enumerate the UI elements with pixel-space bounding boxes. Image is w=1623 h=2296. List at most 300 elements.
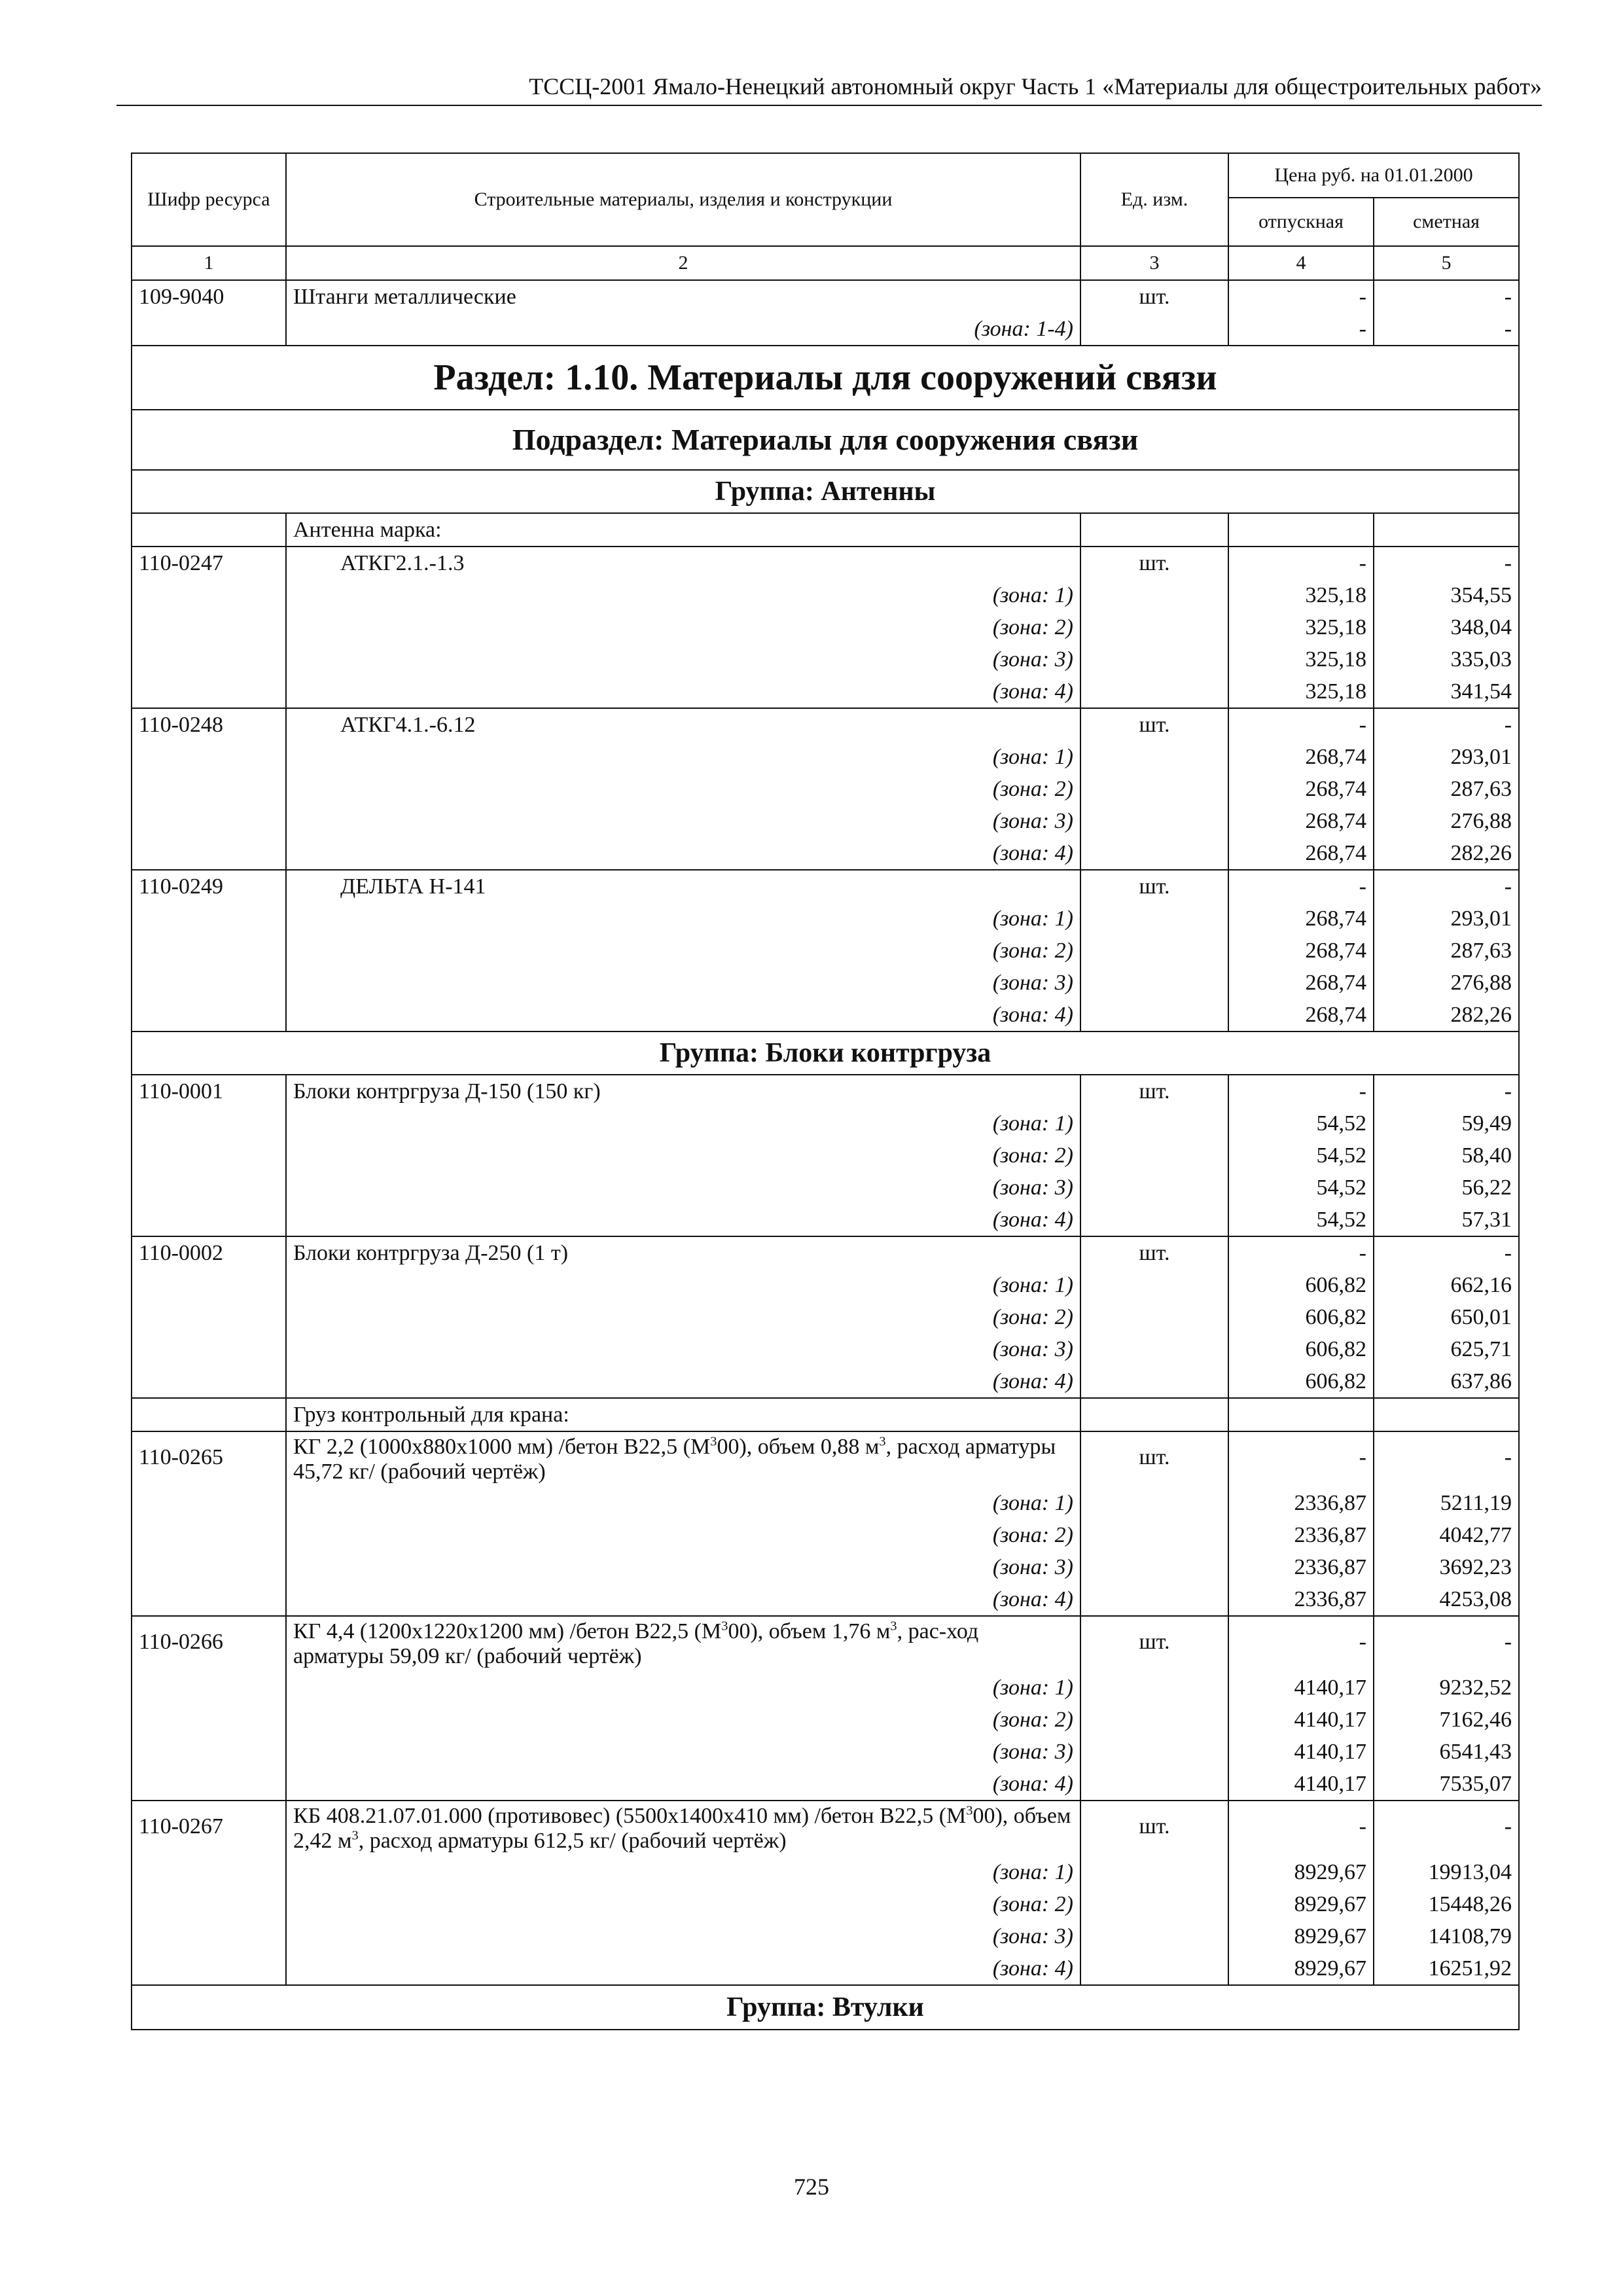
zone-row: [132, 1583, 1519, 1616]
item-wholesale-price: -: [1228, 870, 1374, 903]
superscript: 3: [966, 1803, 973, 1818]
item-name-part: КГ 4,4 (1200х1220х1200 мм) /бетон В22,5 (М: [293, 1619, 722, 1643]
empty-cell: [1080, 1888, 1228, 1920]
zone-wholesale-price: 4140,17: [1228, 1704, 1374, 1736]
zone-estimate-price: 282,26: [1374, 837, 1519, 870]
zone-estimate-price: 58,40: [1374, 1139, 1519, 1172]
empty-cell: [1080, 1551, 1228, 1583]
empty-cell: [132, 999, 286, 1031]
item-unit: шт.: [1080, 1801, 1228, 1856]
zone-wholesale-price: 325,18: [1228, 579, 1374, 611]
empty-cell: [132, 1856, 286, 1888]
zone-estimate-price: 59,49: [1374, 1107, 1519, 1139]
item-name-part: , расход арматуры 612,5 кг/ (рабочий чертёж): [358, 1829, 787, 1853]
item-name: АТКГ4.1.-6.12: [286, 708, 1080, 741]
empty-cell: [1080, 1204, 1228, 1236]
item-name: Блоки контргруза Д-250 (1 т): [286, 1236, 1080, 1269]
empty-cell: [1080, 1856, 1228, 1888]
zone-estimate-price: 19913,04: [1374, 1856, 1519, 1888]
item-unit: шт.: [1080, 1075, 1228, 1107]
zone-label: (зона: 3): [286, 643, 1080, 675]
item-row: [132, 1431, 1519, 1487]
zone-row: [132, 1888, 1519, 1920]
zone-label: (зона: 4): [286, 675, 1080, 708]
zone-row: [132, 1301, 1519, 1333]
zone-label: (зона: 2): [286, 1704, 1080, 1736]
zone-label: (зона: 3): [286, 1551, 1080, 1583]
empty-cell: [132, 1398, 286, 1431]
zone-label: (зона: 3): [286, 967, 1080, 999]
column-number: 1: [132, 246, 286, 280]
empty-cell: [132, 1172, 286, 1204]
empty-cell: [132, 611, 286, 643]
item-name-part: 00), объем 2,42 м: [293, 1804, 1071, 1853]
item-name: [286, 1616, 1080, 1672]
item-name-part: КГ 2,2 (1000х880х1000 мм) /бетон В22,5 (М: [293, 1435, 711, 1459]
zone-wholesale-price: 268,74: [1228, 773, 1374, 805]
group-heading-title: Группа: Блоки контргруза: [132, 1031, 1519, 1075]
empty-cell: [1080, 643, 1228, 675]
superscript: 3: [710, 1434, 717, 1449]
item-wholesale-price: -: [1228, 1431, 1374, 1487]
zone-row: [132, 675, 1519, 708]
zone-row: [132, 1672, 1519, 1704]
zone-label: (зона: 4): [286, 1204, 1080, 1236]
zone-wholesale-price: 54,52: [1228, 1204, 1374, 1236]
zone-wholesale-price: 325,18: [1228, 675, 1374, 708]
empty-cell: [1080, 1952, 1228, 1985]
item-unit: шт.: [1080, 280, 1228, 313]
item-name-part: , расход арматуры 45,72 кг/ (рабочий чертёж): [293, 1435, 1056, 1484]
empty-cell: [1080, 1107, 1228, 1139]
zone-wholesale-price: 2336,87: [1228, 1583, 1374, 1616]
zone-wholesale-price: 606,82: [1228, 1333, 1374, 1365]
zone-estimate-price: 637,86: [1374, 1365, 1519, 1398]
empty-cell: [132, 643, 286, 675]
zone-estimate-price: 7162,46: [1374, 1704, 1519, 1736]
item-unit: шт.: [1080, 870, 1228, 903]
item-name: ДЕЛЬТА Н-141: [286, 870, 1080, 903]
item-row: [132, 1236, 1519, 1269]
item-unit: шт.: [1080, 1431, 1228, 1487]
empty-cell: [1080, 611, 1228, 643]
empty-cell: [132, 1333, 286, 1365]
empty-cell: [1228, 513, 1374, 547]
group-note: Антенна марка:: [286, 513, 1080, 547]
empty-cell: [132, 773, 286, 805]
empty-cell: [1080, 805, 1228, 837]
empty-cell: [132, 675, 286, 708]
running-header: ТССЦ-2001 Ямало-Ненецкий автономный округ Часть 1 «Материалы для общестроительных работ»: [529, 73, 1542, 99]
empty-cell: [132, 579, 286, 611]
table-header: [132, 153, 1519, 280]
empty-cell: [1080, 837, 1228, 870]
zone-wholesale-price: 268,74: [1228, 837, 1374, 870]
empty-cell: [1080, 999, 1228, 1031]
group-note-row: [132, 513, 1519, 547]
group-heading: [132, 1031, 1519, 1075]
header-price-group: Цена руб. на 01.01.2000: [1228, 153, 1519, 198]
zone-estimate-price: 56,22: [1374, 1172, 1519, 1204]
empty-cell: [132, 1301, 286, 1333]
item-code: 110-0249: [132, 870, 286, 903]
zone-wholesale-price: 268,74: [1228, 903, 1374, 935]
zone-wholesale-price: 4140,17: [1228, 1672, 1374, 1704]
item-row: [132, 1801, 1519, 1856]
column-number: 5: [1374, 246, 1519, 280]
subsection-heading: [132, 410, 1519, 470]
zone-wholesale-price: 2336,87: [1228, 1519, 1374, 1551]
zone-row: [132, 1333, 1519, 1365]
zone-row: [132, 1768, 1519, 1801]
zone-label: (зона: 3): [286, 1920, 1080, 1952]
zone-estimate-price: 9232,52: [1374, 1672, 1519, 1704]
zone-wholesale-price: 606,82: [1228, 1269, 1374, 1301]
item-name: [286, 1431, 1080, 1487]
item-row: [132, 870, 1519, 903]
empty-cell: [132, 1107, 286, 1139]
zone-label: (зона: 3): [286, 1172, 1080, 1204]
group-heading-title: Группа: Антенны: [132, 470, 1519, 513]
zone-wholesale-price: 4140,17: [1228, 1768, 1374, 1801]
item-row: [132, 708, 1519, 741]
header-unit: Ед. изм.: [1080, 153, 1228, 246]
empty-cell: [1080, 1736, 1228, 1768]
zone-estimate-price: 4042,77: [1374, 1519, 1519, 1551]
zone-label: (зона: 1): [286, 1269, 1080, 1301]
superscript: 3: [890, 1619, 897, 1634]
table-body: [132, 280, 1519, 2030]
empty-cell: [132, 1888, 286, 1920]
zone-row: [132, 805, 1519, 837]
item-row: [132, 1616, 1519, 1672]
zone-row: [132, 1519, 1519, 1551]
item-unit: шт.: [1080, 1616, 1228, 1672]
empty-cell: [132, 837, 286, 870]
item-unit: шт.: [1080, 547, 1228, 579]
zone-label: (зона: 2): [286, 611, 1080, 643]
group-heading: [132, 1985, 1519, 2030]
column-number: 4: [1228, 246, 1374, 280]
zone-estimate-price: 7535,07: [1374, 1768, 1519, 1801]
zone-row: [132, 1487, 1519, 1519]
zone-label: (зона: 1): [286, 579, 1080, 611]
empty-cell: [132, 1269, 286, 1301]
zone-row: [132, 1551, 1519, 1583]
empty-cell: [132, 1139, 286, 1172]
zone-wholesale-price: 2336,87: [1228, 1487, 1374, 1519]
group-heading-title: Группа: Втулки: [132, 1985, 1519, 2030]
empty-cell: [1080, 1768, 1228, 1801]
empty-cell: [1080, 1365, 1228, 1398]
item-estimate-price: -: [1374, 1616, 1519, 1672]
empty-cell: [132, 1551, 286, 1583]
empty-cell: [132, 1920, 286, 1952]
empty-cell: [1080, 773, 1228, 805]
zone-row: [132, 1856, 1519, 1888]
zone-row: [132, 611, 1519, 643]
item-wholesale-price: -: [1228, 1075, 1374, 1107]
zone-label: (зона: 4): [286, 837, 1080, 870]
zone-wholesale-price: 2336,87: [1228, 1551, 1374, 1583]
zone-label: (зона: 2): [286, 1301, 1080, 1333]
zone-wholesale-price: 606,82: [1228, 1301, 1374, 1333]
zone-row: [132, 903, 1519, 935]
zone-estimate-price: 4253,08: [1374, 1583, 1519, 1616]
group-note-row: [132, 1398, 1519, 1431]
zone-estimate-price: -: [1374, 313, 1519, 346]
zone-label: (зона: 1-4): [286, 313, 1080, 346]
group-note: Груз контрольный для крана:: [286, 1398, 1080, 1431]
empty-cell: [1080, 1139, 1228, 1172]
header-name: Строительные материалы, изделия и конструкции: [286, 153, 1080, 246]
zone-label: (зона: 1): [286, 741, 1080, 773]
zone-label: (зона: 2): [286, 935, 1080, 967]
zone-row: [132, 999, 1519, 1031]
empty-cell: [132, 935, 286, 967]
empty-cell: [1080, 1269, 1228, 1301]
zone-row: [132, 1736, 1519, 1768]
item-name: Блоки контргруза Д-150 (150 кг): [286, 1075, 1080, 1107]
zone-wholesale-price: 4140,17: [1228, 1736, 1374, 1768]
empty-cell: [1080, 1704, 1228, 1736]
empty-cell: [1080, 1672, 1228, 1704]
zone-estimate-price: 276,88: [1374, 805, 1519, 837]
zone-wholesale-price: -: [1228, 313, 1374, 346]
header-wholesale: отпускная: [1228, 198, 1374, 246]
group-heading: [132, 470, 1519, 513]
zone-estimate-price: 14108,79: [1374, 1920, 1519, 1952]
zone-wholesale-price: 325,18: [1228, 611, 1374, 643]
item-code: 109-9040: [132, 280, 286, 313]
superscript: 3: [721, 1619, 728, 1634]
item-row: [132, 547, 1519, 579]
item-name: АТКГ2.1.-1.3: [286, 547, 1080, 579]
zone-label: (зона: 4): [286, 999, 1080, 1031]
superscript: 3: [351, 1828, 359, 1843]
zone-label: (зона: 4): [286, 1952, 1080, 1985]
empty-cell: [132, 513, 286, 547]
empty-cell: [1374, 1398, 1519, 1431]
empty-cell: [1080, 903, 1228, 935]
item-unit: шт.: [1080, 708, 1228, 741]
zone-wholesale-price: 268,74: [1228, 935, 1374, 967]
empty-cell: [132, 1583, 286, 1616]
zone-label: (зона: 1): [286, 1487, 1080, 1519]
item-name-part: , рас-ход арматуры 59,09 кг/ (рабочий чертёж): [293, 1619, 979, 1668]
zone-row: [132, 741, 1519, 773]
zone-row: [132, 643, 1519, 675]
item-code: 110-0002: [132, 1236, 286, 1269]
zone-row: [132, 935, 1519, 967]
item-row: [132, 280, 1519, 313]
item-estimate-price: -: [1374, 870, 1519, 903]
column-number: 2: [286, 246, 1080, 280]
zone-wholesale-price: 54,52: [1228, 1172, 1374, 1204]
item-estimate-price: -: [1374, 1075, 1519, 1107]
item-estimate-price: -: [1374, 1801, 1519, 1856]
zone-estimate-price: 276,88: [1374, 967, 1519, 999]
zone-label: (зона: 2): [286, 1139, 1080, 1172]
zone-wholesale-price: 325,18: [1228, 643, 1374, 675]
zone-estimate-price: 293,01: [1374, 903, 1519, 935]
section-heading: [132, 346, 1519, 410]
zone-label: (зона: 4): [286, 1583, 1080, 1616]
zone-label: (зона: 4): [286, 1768, 1080, 1801]
item-name-part: 00), объем 1,76 м: [728, 1619, 891, 1643]
zone-wholesale-price: 8929,67: [1228, 1856, 1374, 1888]
empty-cell: [1228, 1398, 1374, 1431]
zone-estimate-price: 282,26: [1374, 999, 1519, 1031]
empty-cell: [1080, 935, 1228, 967]
zone-row: [132, 1365, 1519, 1398]
item-wholesale-price: -: [1228, 1801, 1374, 1856]
item-wholesale-price: -: [1228, 1616, 1374, 1672]
column-numbers-row: [132, 246, 1519, 280]
zone-row: [132, 1204, 1519, 1236]
zone-wholesale-price: 54,52: [1228, 1139, 1374, 1172]
zone-label: (зона: 3): [286, 1736, 1080, 1768]
zone-row: [132, 1107, 1519, 1139]
item-name-part: КБ 408.21.07.01.000 (противовес) (5500х1400х410 мм) /бетон В22,5 (М: [293, 1804, 967, 1828]
zone-estimate-price: 15448,26: [1374, 1888, 1519, 1920]
zone-estimate-price: 354,55: [1374, 579, 1519, 611]
item-name: [286, 1801, 1080, 1856]
item-wholesale-price: -: [1228, 708, 1374, 741]
item-name-part: 00), объем 0,88 м: [717, 1435, 880, 1459]
zone-label: (зона: 3): [286, 1333, 1080, 1365]
item-estimate-price: -: [1374, 280, 1519, 313]
zone-estimate-price: 6541,43: [1374, 1736, 1519, 1768]
item-name: Штанги металлические: [286, 280, 1080, 313]
zone-estimate-price: 335,03: [1374, 643, 1519, 675]
empty-cell: [1080, 1583, 1228, 1616]
empty-cell: [132, 805, 286, 837]
zone-estimate-price: 293,01: [1374, 741, 1519, 773]
empty-cell: [1080, 1920, 1228, 1952]
zone-wholesale-price: 268,74: [1228, 805, 1374, 837]
zone-estimate-price: 348,04: [1374, 611, 1519, 643]
empty-cell: [132, 967, 286, 999]
zone-estimate-price: 16251,92: [1374, 1952, 1519, 1985]
zone-row: [132, 837, 1519, 870]
price-table: [131, 152, 1520, 2030]
empty-cell: [132, 1704, 286, 1736]
zone-estimate-price: 287,63: [1374, 935, 1519, 967]
zone-wholesale-price: 8929,67: [1228, 1952, 1374, 1985]
zone-wholesale-price: 8929,67: [1228, 1888, 1374, 1920]
empty-cell: [1080, 579, 1228, 611]
superscript: 3: [879, 1434, 886, 1449]
zone-estimate-price: 662,16: [1374, 1269, 1519, 1301]
zone-row: [132, 967, 1519, 999]
zone-label: (зона: 3): [286, 805, 1080, 837]
item-wholesale-price: -: [1228, 1236, 1374, 1269]
empty-cell: [132, 1768, 286, 1801]
empty-cell: [1080, 675, 1228, 708]
zone-row: [132, 1952, 1519, 1985]
subsection-heading-title: Подраздел: Материалы для сооружения связи: [132, 410, 1519, 470]
empty-cell: [132, 741, 286, 773]
zone-estimate-price: 3692,23: [1374, 1551, 1519, 1583]
empty-cell: [132, 1519, 286, 1551]
zone-row: [132, 579, 1519, 611]
zone-label: (зона: 1): [286, 1856, 1080, 1888]
zone-row: [132, 773, 1519, 805]
zone-label: (зона: 2): [286, 773, 1080, 805]
empty-cell: [132, 1204, 286, 1236]
zone-estimate-price: 287,63: [1374, 773, 1519, 805]
item-wholesale-price: -: [1228, 280, 1374, 313]
zone-estimate-price: 5211,19: [1374, 1487, 1519, 1519]
empty-cell: [132, 1952, 286, 1985]
zone-wholesale-price: 268,74: [1228, 967, 1374, 999]
empty-cell: [1080, 1333, 1228, 1365]
zone-label: (зона: 1): [286, 903, 1080, 935]
zone-wholesale-price: 8929,67: [1228, 1920, 1374, 1952]
zone-estimate-price: 650,01: [1374, 1301, 1519, 1333]
item-estimate-price: -: [1374, 708, 1519, 741]
item-unit: шт.: [1080, 1236, 1228, 1269]
zone-estimate-price: 341,54: [1374, 675, 1519, 708]
column-number: 3: [1080, 246, 1228, 280]
zone-wholesale-price: 606,82: [1228, 1365, 1374, 1398]
item-code: 110-0267: [132, 1801, 286, 1856]
zone-row: [132, 1139, 1519, 1172]
item-code: 110-0247: [132, 547, 286, 579]
item-estimate-price: -: [1374, 1431, 1519, 1487]
zone-row: [132, 1920, 1519, 1952]
zone-wholesale-price: 268,74: [1228, 741, 1374, 773]
empty-cell: [1080, 1398, 1228, 1431]
item-wholesale-price: -: [1228, 547, 1374, 579]
zone-estimate-price: 57,31: [1374, 1204, 1519, 1236]
empty-cell: [132, 1365, 286, 1398]
item-code: 110-0265: [132, 1431, 286, 1487]
section-heading-title: Раздел: 1.10. Материалы для сооружений связи: [132, 346, 1519, 410]
empty-cell: [132, 313, 286, 346]
header-estimate: сметная: [1374, 198, 1519, 246]
empty-cell: [1080, 1487, 1228, 1519]
empty-cell: [1080, 1301, 1228, 1333]
empty-cell: [1080, 967, 1228, 999]
zone-row: [132, 1704, 1519, 1736]
empty-cell: [132, 1736, 286, 1768]
zone-label: (зона: 2): [286, 1888, 1080, 1920]
item-row: [132, 1075, 1519, 1107]
zone-label: (зона: 1): [286, 1672, 1080, 1704]
empty-cell: [132, 1487, 286, 1519]
zone-row: [132, 313, 1519, 346]
page-number: 725: [794, 2174, 829, 2200]
empty-cell: [1080, 313, 1228, 346]
zone-label: (зона: 4): [286, 1365, 1080, 1398]
item-code: 110-0248: [132, 708, 286, 741]
header-code: Шифр ресурса: [132, 153, 286, 246]
item-estimate-price: -: [1374, 547, 1519, 579]
empty-cell: [1080, 513, 1228, 547]
empty-cell: [132, 1672, 286, 1704]
zone-row: [132, 1269, 1519, 1301]
zone-row: [132, 1172, 1519, 1204]
empty-cell: [1080, 1519, 1228, 1551]
zone-label: (зона: 2): [286, 1519, 1080, 1551]
item-code: 110-0001: [132, 1075, 286, 1107]
zone-wholesale-price: 268,74: [1228, 999, 1374, 1031]
header-rule: [116, 105, 1542, 106]
empty-cell: [132, 903, 286, 935]
empty-cell: [1374, 513, 1519, 547]
